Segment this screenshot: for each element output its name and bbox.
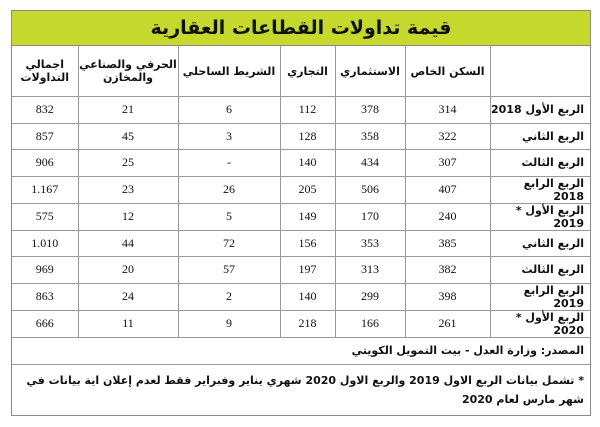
table-row — [12, 123, 590, 150]
table-row — [12, 257, 590, 284]
column-header: السكن الخاص — [405, 46, 490, 97]
column-header — [490, 46, 590, 97]
table-cell: 12 — [78, 203, 178, 230]
table-cell: 382 — [405, 257, 490, 284]
table-cell: 313 — [335, 257, 405, 284]
table-cell: 44 — [78, 230, 178, 257]
row-label: الربع الأول * 2019 — [490, 203, 590, 230]
table-cell: 112 — [280, 97, 335, 124]
table-cell: 72 — [178, 230, 280, 257]
row-label: الربع الأول * 2020 — [490, 310, 590, 337]
row-label: الربع الثاني — [490, 123, 590, 150]
table-cell: 26 — [178, 176, 280, 203]
table-cell: 857 — [12, 123, 78, 150]
table-cell: 149 — [280, 203, 335, 230]
table-cell: 140 — [280, 283, 335, 310]
table-row — [12, 310, 590, 337]
column-header: الاستثماري — [335, 46, 405, 97]
row-label: الربع الرابع 2019 — [490, 283, 590, 310]
table-title: قيمة تداولات القطاعات العقارية — [12, 11, 590, 46]
table-cell: 21 — [78, 97, 178, 124]
table-cell: 322 — [405, 123, 490, 150]
table-cell: 25 — [78, 150, 178, 177]
column-header: اجمالي التداولات — [12, 46, 78, 97]
table-cell: 314 — [405, 97, 490, 124]
table-row — [12, 97, 590, 124]
table-cell: 156 — [280, 230, 335, 257]
table-cell: 299 — [335, 283, 405, 310]
table-row — [12, 283, 590, 310]
table-cell: 128 — [280, 123, 335, 150]
table-cell: 666 — [12, 310, 78, 337]
table-cell: 358 — [335, 123, 405, 150]
table-cell: - — [178, 150, 280, 177]
table-cell: 6 — [178, 97, 280, 124]
table-cell: 20 — [78, 257, 178, 284]
row-label: الربع الرابع 2018 — [490, 176, 590, 203]
table-row — [12, 150, 590, 177]
table-cell: 969 — [12, 257, 78, 284]
table-cell: 906 — [12, 150, 78, 177]
table-cell: 378 — [335, 97, 405, 124]
table-cell: 218 — [280, 310, 335, 337]
table-row — [12, 230, 590, 257]
column-header: الشريط الساحلي — [178, 46, 280, 97]
row-label: الربع الثالث — [490, 150, 590, 177]
table-cell: 575 — [12, 203, 78, 230]
table-row — [12, 203, 590, 230]
table-cell: 832 — [12, 97, 78, 124]
sector-trading-table-panel — [11, 10, 591, 416]
table-cell: 166 — [335, 310, 405, 337]
table-cell: 11 — [78, 310, 178, 337]
table-cell: 261 — [405, 310, 490, 337]
table-cell: 205 — [280, 176, 335, 203]
table-cell: 353 — [335, 230, 405, 257]
table-cell: 170 — [335, 203, 405, 230]
row-label: الربع الثاني — [490, 230, 590, 257]
table-cell: 863 — [12, 283, 78, 310]
table-row — [12, 176, 590, 203]
column-header: التجاري — [280, 46, 335, 97]
table-cell: 3 — [178, 123, 280, 150]
table-cell: 23 — [78, 176, 178, 203]
table-cell: 407 — [405, 176, 490, 203]
table-cell: 434 — [335, 150, 405, 177]
table-cell: 45 — [78, 123, 178, 150]
table-cell: 197 — [280, 257, 335, 284]
data-table — [12, 46, 590, 338]
table-cell: 385 — [405, 230, 490, 257]
table-cell: 506 — [335, 176, 405, 203]
source-text: المصدر: وزارة العدل - بيت التمويل الكويتي — [12, 338, 590, 365]
table-cell: 398 — [405, 283, 490, 310]
row-label: الربع الأول 2018 — [490, 97, 590, 124]
footnote-text: * تشمل بيانات الربع الاول 2019 والربع الاول 2020 شهري يناير وفبراير فقط لعدم إعلان اية بيانات في شهر مارس لعام 2020 — [26, 373, 584, 406]
row-label: الربع الثالث — [490, 257, 590, 284]
table-cell: 9 — [178, 310, 280, 337]
column-header: الحرفي والصناعي والمخازن — [78, 46, 178, 97]
table-cell: 140 — [280, 150, 335, 177]
table-cell: 57 — [178, 257, 280, 284]
table-cell: 240 — [405, 203, 490, 230]
table-cell: 307 — [405, 150, 490, 177]
header-row — [12, 46, 590, 97]
table-cell: 24 — [78, 283, 178, 310]
table-cell: 5 — [178, 203, 280, 230]
table-cell: 1.167 — [12, 176, 78, 203]
table-cell: 2 — [178, 283, 280, 310]
table-cell: 1.010 — [12, 230, 78, 257]
